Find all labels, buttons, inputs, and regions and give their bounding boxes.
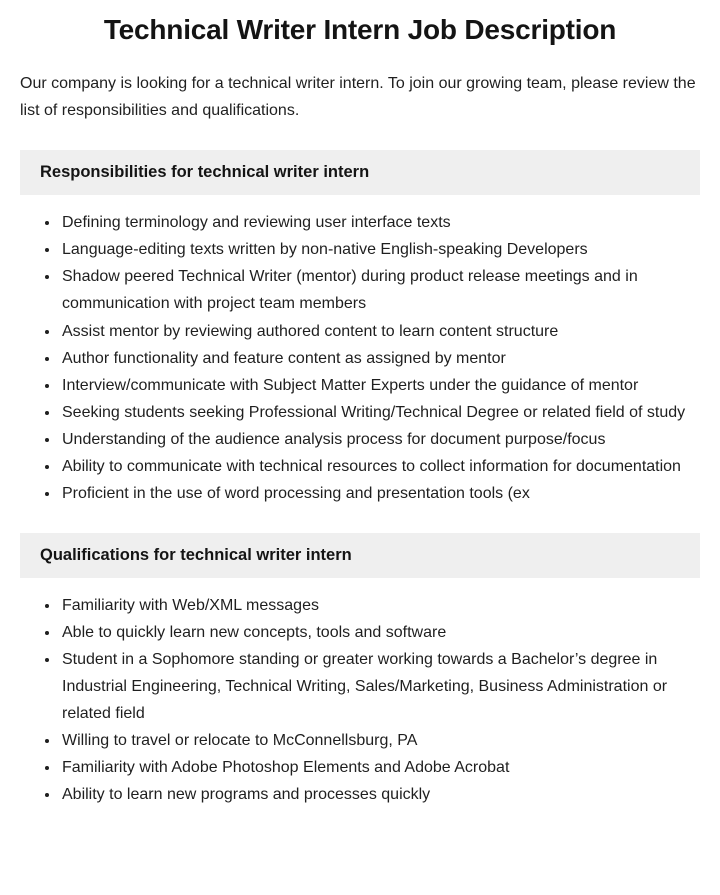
list-item: • Proficient in the use of word processing and presentation tools (ex (60, 480, 698, 507)
qualifications-list (20, 592, 698, 808)
responsibilities-list (20, 209, 698, 506)
section-heading-responsibilities: Responsibilities for technical writer intern (20, 150, 700, 195)
list-item: • Able to quickly learn new concepts, tools and software (60, 619, 698, 646)
list-item: • Familiarity with Web/XML messages (60, 592, 698, 619)
list-item: • Language-editing texts written by non-native English-speaking Developers (60, 236, 698, 263)
list-item: • Student in a Sophomore standing or greater working towards a Bachelor’s degree in Industrial Engineering, Technical Writing, Sales/Marketing, Business Administration or related field (60, 646, 698, 727)
page-title: Technical Writer Intern Job Description (103, 14, 617, 45)
list-item: • Defining terminology and reviewing user interface texts (60, 209, 698, 236)
list-item: • Seeking students seeking Professional Writing/Technical Degree or related field of study (60, 399, 698, 426)
list-item: • Willing to travel or relocate to McConnellsburg, PA (60, 727, 698, 754)
section-heading-qualifications: Qualifications for technical writer intern (20, 533, 700, 578)
list-item: • Shadow peered Technical Writer (mentor) during product release meetings and in communication with project team members (60, 263, 698, 317)
list-item: • Ability to learn new programs and processes quickly (60, 781, 698, 808)
list-item: • Assist mentor by reviewing authored content to learn content structure (60, 318, 698, 345)
list-item: • Interview/communicate with Subject Matter Experts under the guidance of mentor (60, 372, 698, 399)
list-item: • Familiarity with Adobe Photoshop Elements and Adobe Acrobat (60, 754, 698, 781)
intro-paragraph: Our company is looking for a technical writer intern. To join our growing team, please review the list of responsibilities and qualifications. (20, 75, 696, 120)
list-item: • Ability to communicate with technical resources to collect information for documentation (60, 453, 698, 480)
list-item: • Understanding of the audience analysis process for document purpose/focus (60, 426, 698, 453)
list-item: • Author functionality and feature content as assigned by mentor (60, 345, 698, 372)
